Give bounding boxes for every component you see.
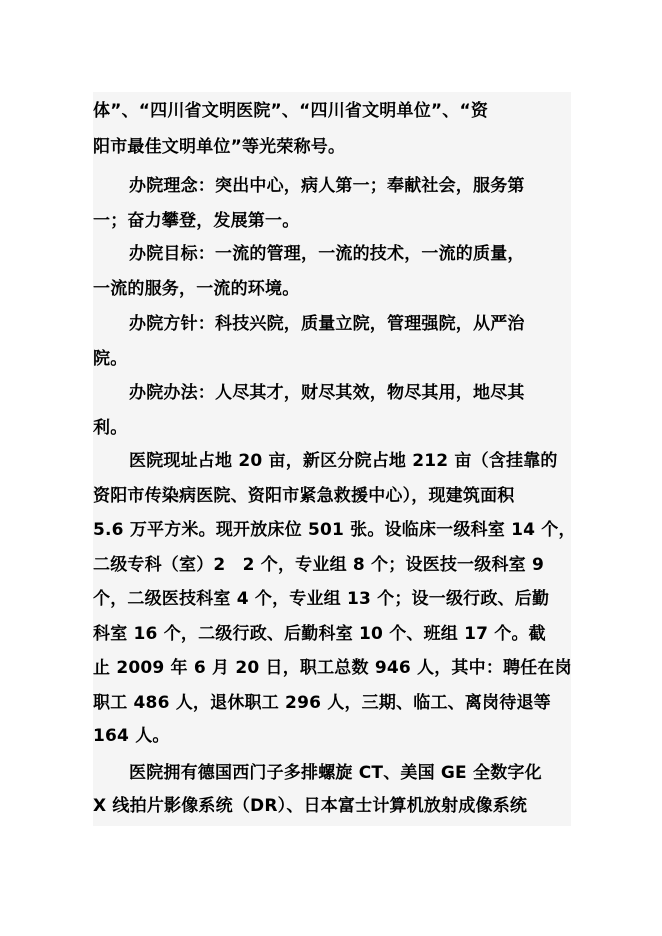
text-line: 164 人。 xyxy=(93,726,170,746)
text-line: 利。 xyxy=(93,418,128,438)
text-line: 个，二级医技科室 4 个，专业组 13 个；设一级行政、后勤 xyxy=(93,589,550,609)
text-line: 体”、“四川省文明医院”、“四川省文明单位”、“资 xyxy=(93,101,489,121)
text-line: 办院办法：人尽其才，财尽其效，物尽其用，地尽其 xyxy=(129,383,525,403)
text-line: 5.6 万平方米。现开放床位 501 张。设临床一级科室 14 个， xyxy=(93,520,576,540)
text-line: 一；奋力攀登，发展第一。 xyxy=(93,211,300,231)
text-line: 一流的服务，一流的环境。 xyxy=(93,279,300,299)
text-line: 办院方针：科技兴院，质量立院，管理强院，从严治 xyxy=(129,314,525,334)
text-line: 止 2009 年 6 月 20 日，职工总数 946 人，其中：聘任在岗 xyxy=(93,658,572,678)
text-line: 医院现址占地 20 亩，新区分院占地 212 亩（含挂靠的 xyxy=(129,451,558,471)
text-line: 资阳市传染病医院、资阳市紧急救援中心），现建筑面积 xyxy=(93,486,515,506)
text-line: 科室 16 个，二级行政、后勤科室 10 个、班组 17 个。截 xyxy=(93,624,546,644)
text-line: 办院目标：一流的管理，一流的技术，一流的质量， xyxy=(129,244,525,264)
text-line: 职工 486 人，退休职工 296 人，三期、临工、离岗待退等 xyxy=(93,693,551,713)
text-line: 阳市最佳文明单位”等光荣称号。 xyxy=(93,137,346,157)
text-block xyxy=(93,92,576,826)
text-line: 院。 xyxy=(93,349,128,369)
text-line: 二级专科（室）2 2 个，专业组 8 个；设医技一级科室 9 xyxy=(93,555,544,575)
text-line: X 线拍片影像系统（DR）、日本富士计算机放射成像系统 xyxy=(93,796,528,816)
text-line: 医院拥有德国西门子多排螺旋 CT、美国 GE 全数字化 xyxy=(129,763,542,783)
text-line: 办院理念：突出中心，病人第一；奉献社会，服务第 xyxy=(129,176,525,196)
